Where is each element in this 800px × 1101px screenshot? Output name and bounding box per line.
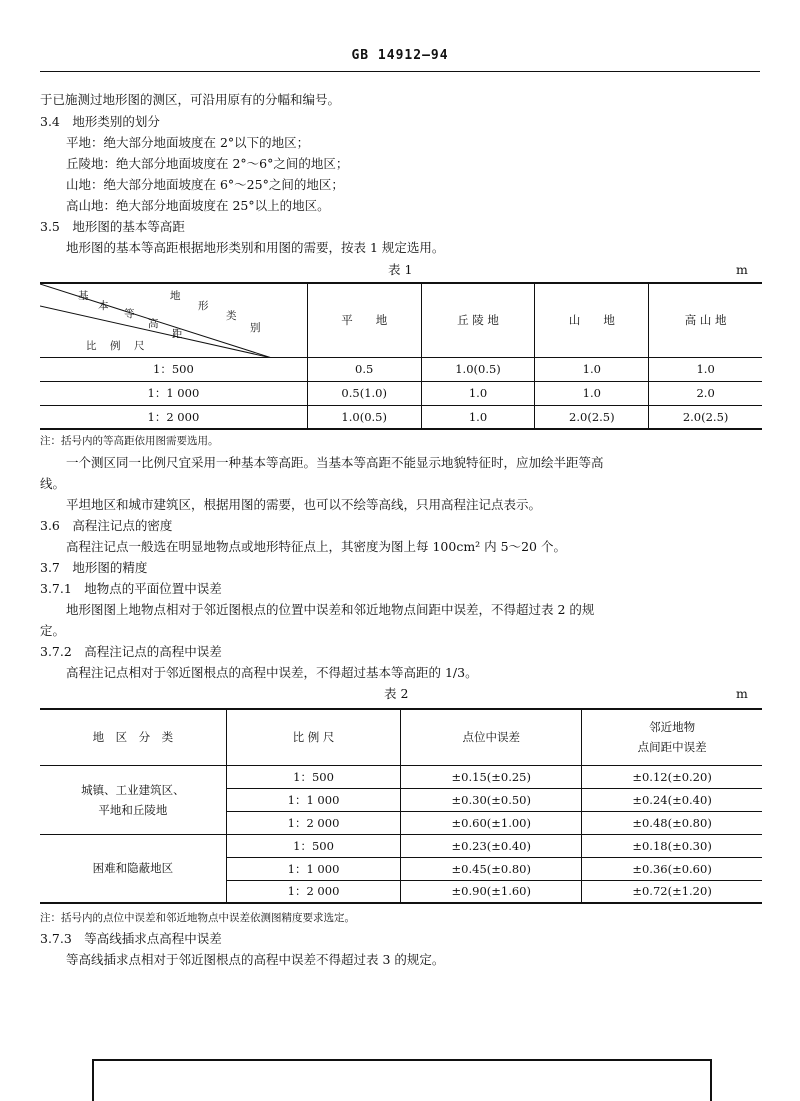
table2-header-distance-error [582, 709, 762, 765]
diag-label: 类 [226, 310, 237, 322]
table2-cell: ±0.23(±0.40) [401, 834, 582, 857]
text-line: 等高线插求点相对于邻近图根点的高程中误差不得超过表 3 的规定。 [66, 952, 445, 967]
diag-label: 地 [170, 290, 181, 302]
table1-caption: 表 1 [388, 262, 413, 277]
table1-cell: 1：500 [40, 357, 307, 381]
table1-col-header: 平 地 [307, 283, 421, 357]
table-row [40, 357, 762, 381]
text-line: 线。 [40, 476, 66, 491]
table1-cell: 2.0(2.5) [649, 405, 762, 429]
table1-col-header: 山 地 [535, 283, 649, 357]
table2-cell: 1：1 000 [226, 788, 401, 811]
table2-note: 注：括号内的点位中误差和邻近地物点中误差依测图精度要求选定。 [40, 912, 355, 924]
table1-note: 注：括号内的等高距依用图需要选用。 [40, 435, 219, 447]
table2-cell: ±0.48(±0.80) [582, 811, 762, 834]
section-3-7: 3.7 地形图的精度 [40, 560, 148, 575]
table1-cell: 1.0 [535, 357, 649, 381]
diag-label: 形 [198, 300, 209, 312]
diag-label: 例 [110, 340, 121, 352]
text-line: 平地：绝大部分地面坡度在 2°以下的地区； [66, 135, 310, 150]
table1-cell: 1：2 000 [40, 405, 307, 429]
table1-unit: m [736, 262, 748, 277]
table1-cell: 0.5(1.0) [307, 381, 421, 405]
table2-cell: 1：2 000 [226, 880, 401, 903]
text-line: 平坦地区和城市建筑区，根据用图的需要，也可以不绘等高线，只用高程注记点表示。 [66, 497, 542, 512]
table-1 [40, 282, 762, 430]
table1-cell: 1：1 000 [40, 381, 307, 405]
table2-cell: 1：500 [226, 834, 401, 857]
table2-cell: ±0.72(±1.20) [582, 880, 762, 903]
diag-label: 比 [86, 340, 97, 352]
table1-cell: 1.0 [421, 381, 535, 405]
table2-caption: 表 2 [384, 686, 409, 701]
table2-cell: ±0.45(±0.80) [401, 857, 582, 880]
section-3-7-3: 3.7.3 等高线插求点高程中误差 [40, 931, 222, 946]
section-3-7-2: 3.7.2 高程注记点的高程中误差 [40, 644, 222, 659]
text-line: 于已施测过地形图的测区，可沿用原有的分幅和编号。 [40, 92, 341, 107]
text-line: 地形图图上地物点相对于邻近图根点的位置中误差和邻近地物点间距中误差，不得超过表 2 的规 [66, 602, 595, 617]
table2-unit: m [736, 686, 748, 701]
section-3-6: 3.6 高程注记点的密度 [40, 518, 173, 533]
table2-header-distance-error-line2: 点间距中误差 [637, 740, 707, 755]
page-header: GB 14912—94 [351, 48, 449, 63]
table1-diagonal-header [40, 283, 307, 357]
table1-col-header: 丘 陵 地 [421, 283, 535, 357]
text-line: 地形图的基本等高距根据地形类别和用图的需要，按表 1 规定选用。 [66, 240, 445, 255]
header-rule [40, 71, 760, 72]
table1-cell: 1.0(0.5) [307, 405, 421, 429]
text-line: 高程注记点相对于邻近图根点的高程中误差，不得超过基本等高距的 1/3。 [66, 665, 478, 680]
section-3-4: 3.4 地形类别的划分 [40, 114, 160, 129]
table2-group-label-line2: 平地和丘陵地 [98, 802, 168, 817]
table2-cell: ±0.12(±0.20) [582, 765, 762, 788]
table2-cell: 1：2 000 [226, 811, 401, 834]
table-2 [40, 708, 762, 904]
table2-cell: ±0.18(±0.30) [582, 834, 762, 857]
diag-label: 距 [172, 328, 183, 340]
table2-cell: ±0.60(±1.00) [401, 811, 582, 834]
diag-label: 别 [250, 322, 261, 334]
table2-group-label: 困难和隐蔽地区 [40, 834, 226, 903]
text-line: 定。 [40, 623, 66, 638]
text-line: 一个测区同一比例尺宜采用一种基本等高距。当基本等高距不能显示地貌特征时，应加绘半距等高 [66, 455, 604, 470]
table2-header-distance-error-line1: 邻近地物 [649, 720, 696, 735]
table1-cell: 2.0 [649, 381, 762, 405]
table2-group-label-line1: 城镇、工业建筑区、 [81, 782, 185, 797]
diag-label: 尺 [134, 340, 145, 352]
table1-cell: 2.0(2.5) [535, 405, 649, 429]
table1-cell: 0.5 [307, 357, 421, 381]
text-line: 丘陵地：绝大部分地面坡度在 2°～6°之间的地区； [66, 156, 349, 171]
text-line: 高程注记点一般选在明显地物点或地形特征点上，其密度为图上每 100cm² 内 5～20 个。 [66, 539, 566, 554]
table3-frame-top [92, 1059, 712, 1101]
diag-label: 高 [148, 318, 159, 330]
table2-header-point-error: 点位中误差 [401, 709, 582, 765]
table2-cell: 1：1 000 [226, 857, 401, 880]
table-row [40, 765, 762, 788]
text-line: 高山地：绝大部分地面坡度在 25°以上的地区。 [66, 198, 330, 213]
diag-label: 等 [124, 308, 135, 320]
table2-cell: ±0.24(±0.40) [582, 788, 762, 811]
table2-cell: ±0.90(±1.60) [401, 880, 582, 903]
table2-group-label [40, 765, 226, 834]
text-line: 山地：绝大部分地面坡度在 6°～25°之间的地区； [66, 177, 344, 192]
table1-cell: 1.0 [649, 357, 762, 381]
table-row [40, 834, 762, 857]
table1-col-header: 高 山 地 [649, 283, 762, 357]
table2-cell: 1：500 [226, 765, 401, 788]
diag-label: 本 [98, 300, 109, 312]
table2-cell: ±0.30(±0.50) [401, 788, 582, 811]
table2-cell: ±0.15(±0.25) [401, 765, 582, 788]
table2-cell: ±0.36(±0.60) [582, 857, 762, 880]
table1-cell: 1.0(0.5) [421, 357, 535, 381]
table1-cell: 1.0 [535, 381, 649, 405]
section-3-5: 3.5 地形图的基本等高距 [40, 219, 185, 234]
section-3-7-1: 3.7.1 地物点的平面位置中误差 [40, 581, 222, 596]
diag-label: 基 [78, 290, 89, 302]
table2-header-scale: 比 例 尺 [226, 709, 401, 765]
table-row [40, 405, 762, 429]
table1-cell: 1.0 [421, 405, 535, 429]
table2-header-category: 地 区 分 类 [40, 709, 226, 765]
table-row [40, 381, 762, 405]
